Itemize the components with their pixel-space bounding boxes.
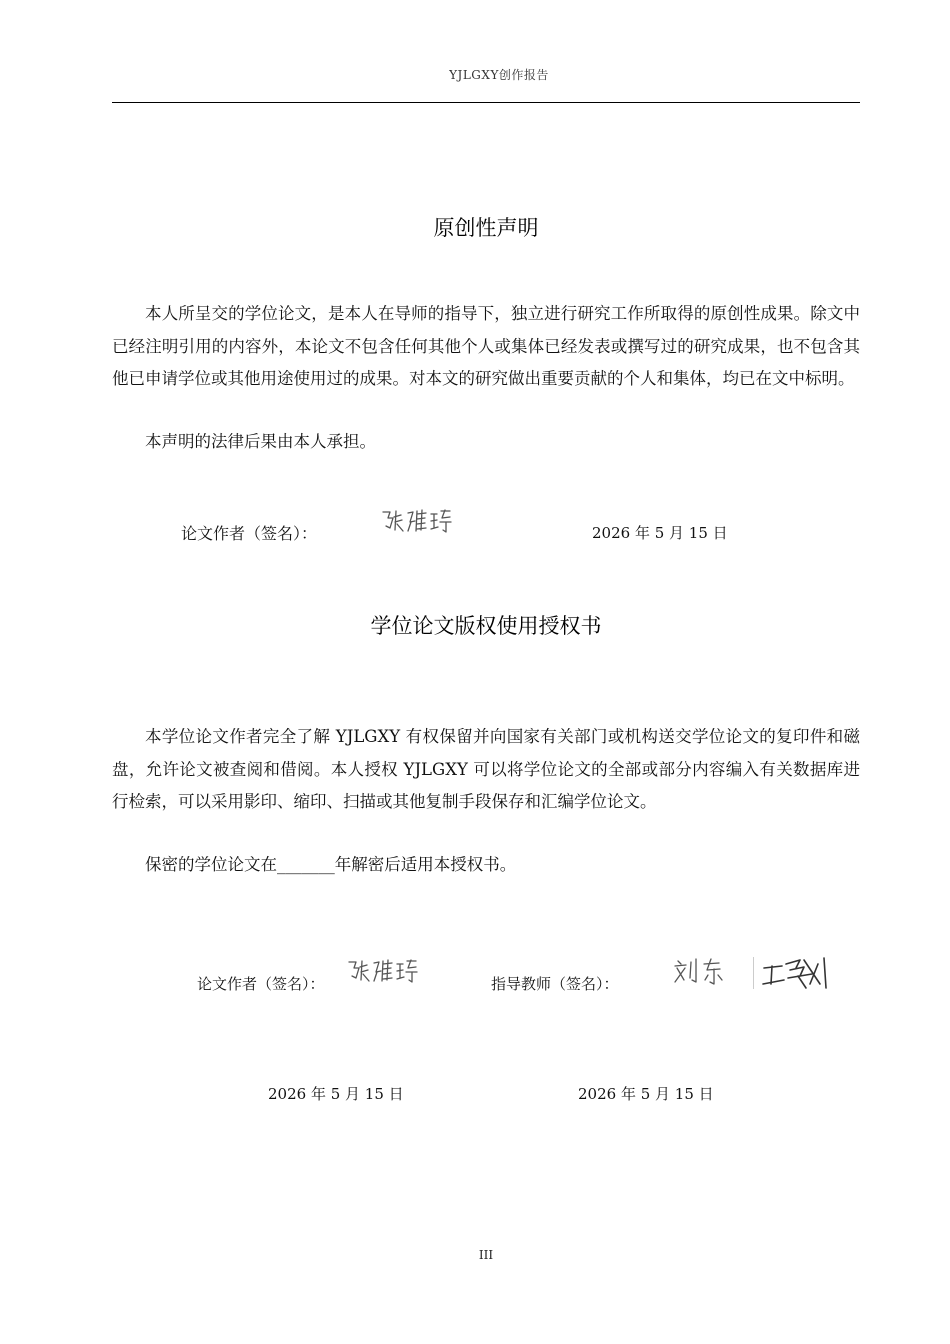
originality-author-signature bbox=[380, 506, 456, 536]
originality-date: 2026 年 5 月 15 日 bbox=[592, 524, 728, 542]
running-header: YJLGXY创作报告 bbox=[449, 68, 549, 82]
advisor-label: 指导教师（签名）： bbox=[491, 975, 619, 993]
authorization-author-signature bbox=[346, 956, 422, 986]
authorization-paragraph-2: 保密的学位论文在_______年解密后适用本授权书。 bbox=[145, 855, 517, 874]
authorization-author-label: 论文作者（签名）： bbox=[197, 975, 325, 993]
author-date: 2026 年 5 月 15 日 bbox=[268, 1085, 404, 1103]
originality-title: 原创性声明 bbox=[433, 216, 539, 240]
signature-scan-edge bbox=[753, 957, 754, 989]
originality-author-label: 论文作者（签名）： bbox=[181, 524, 318, 543]
authorization-paragraph-1: 本学位论文作者完全了解 YJLGXY 有权保留并向国家有关部门或机构送交学位论文的复印件和磁盘，允许论文被查阅和借阅。本人授权 YJLGXY 可以将学位论文的全部或部分内容编入有关数据库进行检索，可以采用影印、缩印、扫描或其他复制手段保存和汇编学位论文。 bbox=[112, 727, 860, 811]
advisor-signature-2 bbox=[760, 954, 830, 990]
header-divider bbox=[112, 102, 860, 103]
advisor-signature-1 bbox=[672, 956, 728, 988]
advisor-date: 2026 年 5 月 15 日 bbox=[578, 1085, 714, 1103]
authorization-title: 学位论文版权使用授权书 bbox=[370, 614, 602, 638]
originality-paragraph-2: 本声明的法律后果由本人承担。 bbox=[145, 432, 376, 451]
page-number: III bbox=[478, 1248, 494, 1262]
originality-paragraph-1: 本人所呈交的学位论文，是本人在导师的指导下，独立进行研究工作所取得的原创性成果。除文中已经注明引用的内容外，本论文不包含任何其他个人或集体已经发表或撰写过的研究成果，也不包含其他已申请学位或其他用途使用过的成果。对本文的研究做出重要贡献的个人和集体，均已在文中标明。 bbox=[112, 304, 860, 388]
